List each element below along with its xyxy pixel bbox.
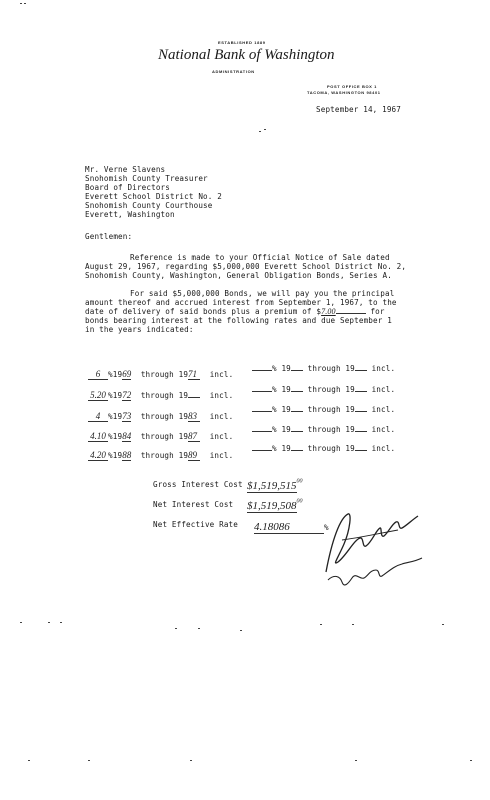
- incl-label: incl.: [209, 412, 234, 421]
- through-year: 87: [188, 431, 200, 442]
- through-year: [188, 397, 200, 398]
- signature-title: [428, 500, 429, 501]
- percent-sign: %: [108, 412, 113, 421]
- from-year: 73: [122, 411, 132, 421]
- from-year: 72: [122, 390, 132, 400]
- city-line: TACOMA, WASHINGTON 98401: [307, 90, 381, 95]
- addressee-line: Snohomish County Treasurer: [85, 174, 208, 183]
- net-interest-value: $1,519,508$^{00}$: [247, 498, 303, 512]
- through-label: through 19: [140, 412, 189, 421]
- letter-date: September 14, 1967: [316, 105, 401, 114]
- rate-row: [88, 424, 233, 443]
- paragraph-line: bonds bearing interest at the following rates and due September 1: [85, 316, 392, 325]
- addressee-line: Mr. Verne Slavens: [85, 165, 166, 174]
- paragraph-line: in the years indicated:: [85, 325, 194, 334]
- percent-sign: %: [108, 451, 113, 460]
- signature: [318, 500, 428, 595]
- premium-amount: 7.00: [321, 307, 336, 316]
- gross-interest-value: $1,519,515$^{00}$: [247, 478, 303, 492]
- incl-label: incl.: [209, 391, 234, 400]
- through-label: through 19: [140, 370, 189, 379]
- rate-row: [88, 404, 233, 423]
- gross-interest-label: Gross Interest Cost: [153, 480, 243, 489]
- rate-row: [88, 362, 233, 381]
- rate-row-blank: % 19 through 19 incl.: [252, 425, 395, 434]
- rate-value: 4.10: [88, 431, 108, 442]
- rate-row-blank: % 19 through 19 incl.: [252, 385, 395, 394]
- incl-label: incl.: [209, 370, 234, 379]
- year-prefix: 19: [112, 391, 123, 400]
- through-label: through 19: [140, 451, 189, 460]
- through-year: 89: [188, 450, 200, 461]
- rate-row: [88, 443, 233, 462]
- salutation: Gentlemen:: [85, 232, 133, 241]
- year-prefix: 19: [112, 432, 123, 441]
- incl-label: incl.: [209, 451, 234, 460]
- paragraph-line: Reference is made to your Official Notice of Sale dated: [130, 253, 390, 262]
- incl-label: incl.: [209, 432, 234, 441]
- paragraph-line: August 29, 1967, regarding $5,000,000 Everett School District No. 2,: [85, 262, 407, 271]
- year-prefix: 19: [112, 370, 123, 379]
- percent-sign: %: [108, 391, 113, 400]
- year-prefix: 19: [112, 451, 123, 460]
- rate-row-blank: % 19 through 19 incl.: [252, 444, 395, 453]
- net-interest-label: Net Interest Cost: [153, 500, 234, 509]
- rate-value: 4.20: [88, 450, 108, 461]
- addressee-line: Board of Directors: [85, 183, 170, 192]
- through-year: 83: [188, 411, 200, 422]
- net-effective-rate-label: Net Effective Rate: [153, 520, 238, 529]
- addressee-line: Snohomish County Courthouse: [85, 201, 213, 210]
- addressee-line: Everett School District No. 2: [85, 192, 222, 201]
- po-box: POST OFFICE BOX 1: [327, 84, 377, 89]
- percent-sign: %: [108, 432, 113, 441]
- rate-value: 4: [88, 411, 108, 422]
- rate-row-blank: % 19 through 19 incl.: [252, 364, 395, 373]
- percent-sign: %: [108, 370, 113, 379]
- rate-value: 6: [88, 369, 108, 380]
- paragraph-line: [85, 307, 385, 316]
- paragraph-line: amount thereof and accrued interest from September 1, 1967, to the: [85, 298, 397, 307]
- bank-name: National Bank of Washington: [158, 47, 335, 63]
- rate-value: 5.20: [88, 390, 108, 401]
- division-line: ADMINISTRATION: [212, 69, 255, 74]
- rate-row-blank: % 19 through 19 incl.: [252, 405, 395, 414]
- from-year: 88: [122, 450, 132, 460]
- rate-row: [88, 383, 233, 402]
- established-line: ESTABLISHED 1889: [218, 40, 266, 45]
- through-label: through 19: [140, 391, 189, 400]
- premium-text: date of delivery of said bonds plus a premium of $: [85, 307, 322, 316]
- from-year: 69: [122, 369, 132, 379]
- paragraph-line: For said $5,000,000 Bonds, we will pay you the principal: [130, 289, 395, 298]
- addressee-line: Everett, Washington: [85, 210, 175, 219]
- through-label: through 19: [140, 432, 189, 441]
- signature-name: [428, 500, 429, 501]
- net-effective-rate-value: 4.18086 %: [254, 521, 329, 533]
- signature-scribble: [318, 500, 428, 595]
- through-year: 71: [188, 369, 200, 380]
- premium-for: for: [370, 307, 385, 316]
- year-prefix: 19: [112, 412, 123, 421]
- paragraph-line: Snohomish County, Washington, General Obligation Bonds, Series A.: [85, 271, 392, 280]
- from-year: 84: [122, 431, 132, 441]
